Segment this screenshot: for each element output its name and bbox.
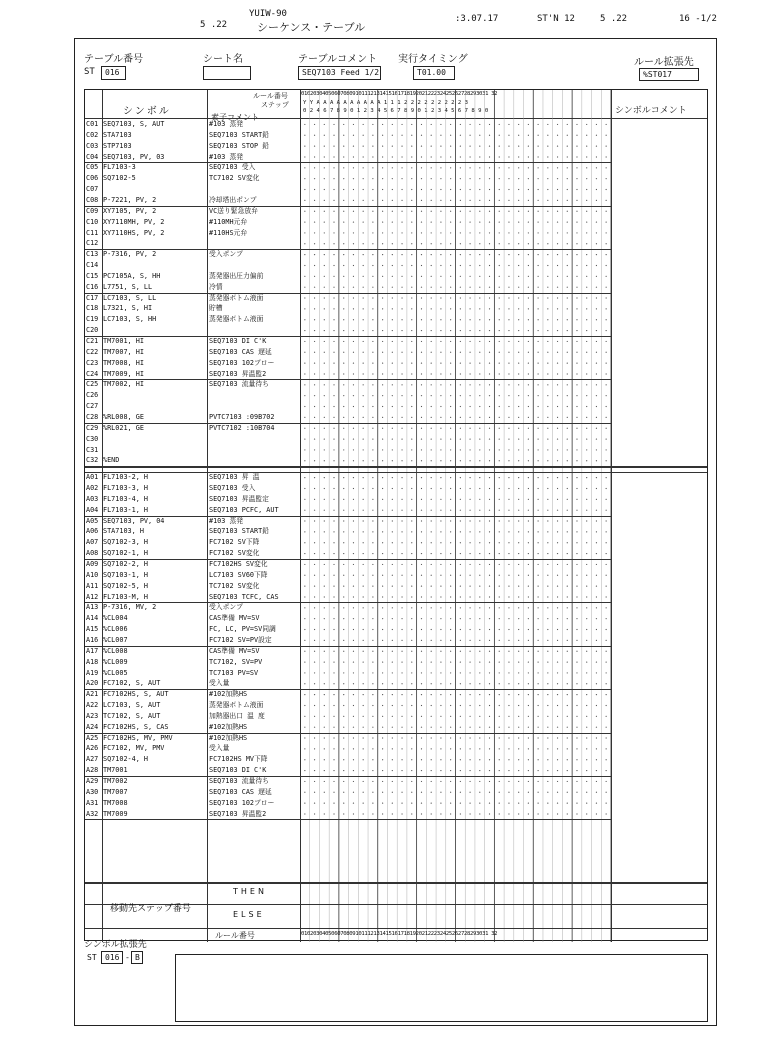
table-no-prefix: ST (84, 67, 95, 77)
date-right: 5 .22 (600, 14, 628, 24)
row-symbol: %CL004 (103, 614, 128, 623)
row-id: A21 (86, 690, 99, 699)
row-element-comment: SEQ7103 DI C'K (209, 337, 267, 345)
table-row (85, 119, 611, 130)
remarks-box[interactable] (175, 954, 708, 1022)
symbol-ext-label: シンボル拡張先 (84, 940, 147, 950)
row-id: A15 (86, 625, 99, 634)
row-symbol: TM7001, HI (103, 337, 144, 345)
row-element-comment: SEQ7103 CAS 遅延 (209, 787, 272, 796)
table-row (85, 314, 611, 325)
table-row (85, 689, 611, 700)
row-id: C26 (86, 391, 99, 400)
row-id: C05 (86, 163, 99, 172)
row-id: C21 (86, 337, 99, 345)
rule-no-head: ルール番号 (253, 92, 288, 100)
row-symbol: TM7002, HI (103, 380, 144, 389)
row-id: A10 (86, 570, 99, 579)
row-element-comment: SEQ7103 TCFC, CAS (209, 592, 279, 601)
row-id: A27 (86, 755, 99, 764)
row-element-comment: SEQ7103 昇温監2 (209, 809, 267, 818)
row-element-comment: 冷情 (209, 282, 223, 291)
row-element-comment: 貯槽 (209, 304, 223, 313)
page-number: 16 -1/2 (679, 14, 717, 24)
row-element-comment: SEQ7103 昇温監2 (209, 369, 267, 378)
step-row-1: Y Y A A A A A A A A A A 1 1 1 2 2 2 2 2 2 2 2 2 3 (303, 100, 469, 106)
table-row (85, 537, 611, 548)
table-row (85, 559, 611, 570)
row-element-comment: TC7103 PV=SV (209, 668, 259, 677)
row-element-comment: SEQ7103 START鉛 (209, 527, 269, 536)
row-element-comment: #102加熱HS (209, 722, 248, 731)
row-id: C32 (86, 456, 99, 465)
row-symbol: FC7102HS, S, CAS (103, 722, 169, 731)
row-symbol: SQ7102-2, H (103, 560, 149, 568)
row-id: A13 (86, 603, 99, 612)
row-element-comment: PVTC7103 :09B702 (209, 412, 275, 421)
row-id: A31 (86, 798, 99, 807)
table-row (85, 184, 611, 195)
row-symbol: PC7105A, S, HH (103, 271, 161, 280)
table-row (85, 173, 611, 184)
row-element-comment: FC7102 SV変化 (209, 549, 260, 558)
row-element-comment: FC7102 SV下降 (209, 538, 260, 547)
row-id: C28 (86, 412, 99, 421)
table-row (85, 570, 611, 581)
row-id: C18 (86, 304, 99, 313)
row-id: A09 (86, 560, 99, 568)
symbol-ext-prefix: ST (87, 953, 97, 962)
row-symbol: STA7103 (103, 130, 132, 139)
row-element-comment: TC7102, SV=PV (209, 657, 263, 666)
row-symbol: FL7103-M, H (103, 592, 149, 601)
table-row (85, 505, 611, 516)
row-element-comment: 蒸発器出圧力偏前 (209, 271, 264, 280)
row-element-comment: SEQ7103 102ブロー (209, 798, 275, 807)
row-element-comment: SEQ7103 受入 (209, 163, 256, 172)
table-row (85, 483, 611, 494)
row-id: A30 (86, 787, 99, 796)
row-element-comment: FC7102 SV=PV設定 (209, 635, 272, 644)
row-symbol: SEQ7103, S, AUT (103, 120, 165, 128)
row-id: A17 (86, 646, 99, 655)
row-id: C06 (86, 174, 99, 183)
row-symbol: TM7002 (103, 777, 128, 785)
table-row (85, 787, 611, 798)
row-id: C09 (86, 206, 99, 215)
row-element-comment: #110HS元弁 (209, 228, 248, 237)
footer-rule-number-row: 01020304050607080910111213141516171819202122232425262728293031 32 (301, 931, 498, 937)
table-row (85, 260, 611, 271)
row-symbol: TM7008, HI (103, 358, 144, 367)
row-id: A26 (86, 744, 99, 753)
row-id: A08 (86, 549, 99, 558)
table-row (85, 336, 611, 347)
rule-ext-field[interactable]: %ST017 (639, 68, 699, 81)
row-element-comment: 蒸発器ボトム液面 (209, 701, 264, 710)
row-symbol: FC7102, MV, PMV (103, 744, 165, 753)
table-row (85, 678, 611, 689)
row-element-comment: 蒸発器ボトム液面 (209, 315, 264, 324)
table-row (85, 271, 611, 282)
then-label: THEN (233, 887, 267, 896)
row-symbol: SEQ7103, PV, 03 (103, 152, 165, 161)
row-symbol: %RL021, GE (103, 423, 144, 432)
row-group-divider (85, 819, 611, 820)
row-id: C17 (86, 293, 99, 302)
row-id: C19 (86, 315, 99, 324)
table-row (85, 379, 611, 390)
row-id: A07 (86, 538, 99, 547)
row-symbol: P-7316, PV, 2 (103, 250, 157, 259)
table-row (85, 238, 611, 249)
table-row (85, 206, 611, 217)
table-row (85, 646, 611, 657)
table-no-label: テーブル番号 (84, 54, 144, 65)
table-row (85, 455, 611, 466)
row-id: A28 (86, 766, 99, 775)
row-id: A14 (86, 614, 99, 623)
row-symbol: FC7102, S, AUT (103, 679, 161, 688)
table-row (85, 162, 611, 173)
row-id: A11 (86, 581, 99, 590)
row-element-comment: 受入量 (209, 744, 230, 753)
row-id: C16 (86, 282, 99, 291)
row-element-comment: #103 蒸発 (209, 120, 244, 128)
row-id: C04 (86, 152, 99, 161)
table-row (85, 347, 611, 358)
sheet-name-field[interactable] (203, 66, 251, 80)
table-row (85, 635, 611, 646)
row-id: A02 (86, 484, 99, 493)
row-element-comment: CAS準備 MV=SV (209, 614, 260, 623)
symbol-comment-head: シンボルコメント (615, 106, 687, 116)
row-symbol: %END (103, 456, 120, 465)
date-left: 5 .22 (200, 20, 228, 30)
row-id: A23 (86, 711, 99, 720)
table-row (85, 325, 611, 336)
row-symbol: LC7103, S, HH (103, 315, 157, 324)
table-row (85, 526, 611, 537)
row-symbol: TM7007 (103, 787, 128, 796)
table-row (85, 152, 611, 163)
table-row (85, 809, 611, 820)
table-comment-label: テーブルコメント (298, 54, 378, 65)
row-id: C02 (86, 130, 99, 139)
table-row (85, 548, 611, 559)
row-element-comment: SEQ7103 流量待ち (209, 777, 269, 785)
row-id: A16 (86, 635, 99, 644)
row-id: A18 (86, 657, 99, 666)
table-row (85, 445, 611, 456)
row-element-comment: SEQ7103 CAS 遅延 (209, 347, 272, 356)
move-step-label: 移動先ステップ番号 (110, 904, 191, 914)
row-symbol: SEQ7103, PV, 04 (103, 516, 165, 525)
symbol-ext-sub-field[interactable]: B (131, 951, 143, 964)
row-element-comment: SEQ7103 昇 温 (209, 473, 260, 482)
sheet-name-label: シート名 (203, 54, 243, 65)
row-symbol: %CL005 (103, 668, 128, 677)
col-divider (611, 90, 612, 942)
table-row (85, 613, 611, 624)
row-element-comment: 加熱器出口 温 度 (209, 711, 265, 720)
row-symbol: SQ7103-1, H (103, 570, 149, 579)
row-id: A32 (86, 809, 99, 818)
row-id: A25 (86, 733, 99, 742)
row-symbol: STP7103 (103, 141, 132, 150)
table-row (85, 401, 611, 412)
row-id: C15 (86, 271, 99, 280)
row-symbol: FL7103-4, H (103, 494, 149, 503)
row-element-comment: TC7102 SV変化 (209, 581, 260, 590)
row-element-comment: SEQ7103 STOP 鉛 (209, 141, 269, 150)
row-id: C12 (86, 239, 99, 248)
doc-code: YUIW-90 (249, 9, 287, 19)
table-no-field[interactable]: 016 (101, 66, 126, 80)
row-element-comment: SEQ7103 START鉛 (209, 130, 269, 139)
table-row (85, 722, 611, 733)
table-row (85, 390, 611, 401)
row-symbol: XY7110HS, PV, 2 (103, 228, 165, 237)
table-row (85, 754, 611, 765)
row-id: A03 (86, 494, 99, 503)
rule-number-row: 01020304050607080910111213141516171819202122232425262728293031 32 (301, 91, 498, 97)
row-element-comment: CAS準備 MV=SV (209, 646, 260, 655)
symbol-ext-dash: - (126, 953, 129, 962)
table-row (85, 293, 611, 304)
row-element-comment: FC, LC, PV=SV同調 (209, 625, 276, 634)
row-symbol: TM7001 (103, 766, 128, 775)
row-symbol: %CL006 (103, 625, 128, 634)
page-title: シーケンス・テーブル (257, 21, 366, 34)
table-row (85, 733, 611, 744)
row-symbol: %RL008, GE (103, 412, 144, 421)
row-id: A05 (86, 516, 99, 525)
row-id: A19 (86, 668, 99, 677)
row-symbol: FC7102HS, MV, PMV (103, 733, 173, 742)
row-id: A01 (86, 473, 99, 482)
row-symbol: P-7316, MV, 2 (103, 603, 157, 612)
row-id: C13 (86, 250, 99, 259)
table-row (85, 776, 611, 787)
row-symbol: SQ7102-4, H (103, 755, 149, 764)
table-row (85, 423, 611, 434)
row-id: C29 (86, 423, 99, 432)
row-symbol: FL7103-2, H (103, 473, 149, 482)
row-id: C03 (86, 141, 99, 150)
row-id: C08 (86, 195, 99, 204)
step-row-2: 0 2 4 6 7 8 9 0 1 2 3 4 5 6 7 8 9 0 1 2 3 4 5 6 7 8 9 0 (303, 108, 489, 114)
row-id: C20 (86, 326, 99, 335)
row-symbol: LC7103, S, LL (103, 293, 157, 302)
table-row (85, 434, 611, 445)
row-element-comment: #103 蒸発 (209, 516, 244, 525)
row-id: C25 (86, 380, 99, 389)
row-id: A22 (86, 701, 99, 710)
footer-divider (85, 928, 707, 929)
row-symbol: XY7110MH, PV, 2 (103, 217, 165, 226)
table-row (85, 657, 611, 668)
row-element-comment: #110MH元弁 (209, 217, 248, 226)
row-id: A04 (86, 505, 99, 514)
table-row (85, 494, 611, 505)
row-id: C22 (86, 347, 99, 356)
table-row (85, 217, 611, 228)
row-element-comment: FC7102HS MV下降 (209, 755, 268, 764)
row-element-comment: TC7102 SV変化 (209, 174, 260, 183)
row-element-comment: SEQ7103 昇温監定 (209, 494, 269, 503)
symbol-head: シンボル (123, 106, 171, 117)
row-element-comment: #102加熱HS (209, 733, 248, 742)
row-element-comment: SEQ7103 DI C'K (209, 766, 267, 775)
row-symbol: TM7009, HI (103, 369, 144, 378)
row-element-comment: SEQ7103 102ブロー (209, 358, 275, 367)
row-element-comment: SEQ7103 流量待ち (209, 380, 269, 389)
row-symbol: P-7221, PV, 2 (103, 195, 157, 204)
else-label: ELSE (233, 910, 265, 919)
row-id: C23 (86, 358, 99, 367)
table-row (85, 602, 611, 613)
table-row (85, 592, 611, 603)
table-row (85, 130, 611, 141)
row-symbol: TC7102, S, AUT (103, 711, 161, 720)
table-row (85, 581, 611, 592)
row-id: C31 (86, 445, 99, 454)
row-id: A20 (86, 679, 99, 688)
table-row (85, 412, 611, 423)
row-id: A24 (86, 722, 99, 731)
row-element-comment: 蒸発器ボトム液面 (209, 293, 264, 302)
table-comment-field[interactable]: SEQ7103 Feed 1/2 (298, 66, 381, 80)
row-id: C07 (86, 185, 99, 194)
row-element-comment: PVTC7102 :10B704 (209, 423, 275, 432)
row-id: A29 (86, 777, 99, 785)
row-symbol: TM7009 (103, 809, 128, 818)
table-row (85, 303, 611, 314)
table-row (85, 369, 611, 380)
table-row (85, 743, 611, 754)
footer-rule-no-label: ルール番号 (215, 931, 255, 940)
row-symbol: %CL007 (103, 635, 128, 644)
row-element-comment: LC7103 SV60下降 (209, 570, 268, 579)
table-row (85, 358, 611, 369)
exec-timing-field[interactable]: T01.00 (413, 66, 455, 80)
table-row (85, 700, 611, 711)
row-symbol: L7751, S, LL (103, 282, 153, 291)
row-id: A06 (86, 527, 99, 536)
row-element-comment: #102加熱HS (209, 690, 248, 699)
table-row (85, 798, 611, 809)
exec-timing-label: 実行タイミング (398, 54, 468, 65)
date-mid: :3.07.17 (455, 14, 499, 24)
row-id: C24 (86, 369, 99, 378)
element-comment-head: 素子コメント (211, 113, 259, 122)
station: ST'N 12 (537, 14, 575, 24)
row-id: C10 (86, 217, 99, 226)
row-element-comment: SEQ7103 PCFC, AUT (209, 505, 279, 514)
row-symbol: SQ7102-3, H (103, 538, 149, 547)
row-element-comment: SEQ7103 受入 (209, 484, 256, 493)
row-symbol: SQ7102-1, H (103, 549, 149, 558)
row-element-comment: 受入ポンプ (209, 603, 243, 612)
row-id: C11 (86, 228, 99, 237)
table-row (85, 711, 611, 722)
table-row (85, 472, 611, 483)
table-row (85, 228, 611, 239)
row-element-comment: VC送り緊急放弁 (209, 206, 258, 215)
row-symbol: SQ7102-5, H (103, 581, 149, 590)
row-element-comment: FC7102HS SV変化 (209, 560, 268, 568)
row-element-comment: #103 蒸発 (209, 152, 244, 161)
row-symbol: FL7103-3 (103, 163, 136, 172)
row-id: C27 (86, 402, 99, 411)
table-row (85, 141, 611, 152)
row-symbol: TM7007, HI (103, 347, 144, 356)
symbol-ext-field[interactable]: 016 (101, 951, 123, 964)
table-row (85, 516, 611, 527)
sequence-table (84, 89, 708, 941)
row-symbol: FL7103-3, H (103, 484, 149, 493)
row-symbol: %CL008 (103, 646, 128, 655)
row-element-comment: 受入量 (209, 679, 230, 688)
table-row (85, 624, 611, 635)
step-head: ステップ (261, 101, 289, 109)
row-symbol: L7321, S, HI (103, 304, 153, 313)
row-id: C30 (86, 434, 99, 443)
table-row (85, 195, 611, 206)
table-row (85, 668, 611, 679)
row-symbol: FL7103-1, H (103, 505, 149, 514)
row-symbol: LC7103, S, AUT (103, 701, 161, 710)
row-element-comment: 受入ポンプ (209, 250, 243, 259)
row-element-comment: 冷却塔出ポンプ (209, 195, 257, 204)
row-symbol: FC7102HS, S, AUT (103, 690, 169, 699)
row-symbol: SQ7102-5 (103, 174, 136, 183)
block-divider (85, 466, 707, 468)
row-symbol: %CL009 (103, 657, 128, 666)
row-id: C01 (86, 120, 99, 128)
row-symbol: TM7008 (103, 798, 128, 807)
table-row (85, 765, 611, 776)
row-id: C14 (86, 261, 99, 270)
table-row (85, 249, 611, 260)
row-symbol: STA7103, H (103, 527, 144, 536)
row-symbol: XY7105, PV, 2 (103, 206, 157, 215)
rule-ext-label: ルール拡張先 (634, 57, 694, 68)
row-id: A12 (86, 592, 99, 601)
then-divider (85, 882, 707, 884)
table-row (85, 282, 611, 293)
